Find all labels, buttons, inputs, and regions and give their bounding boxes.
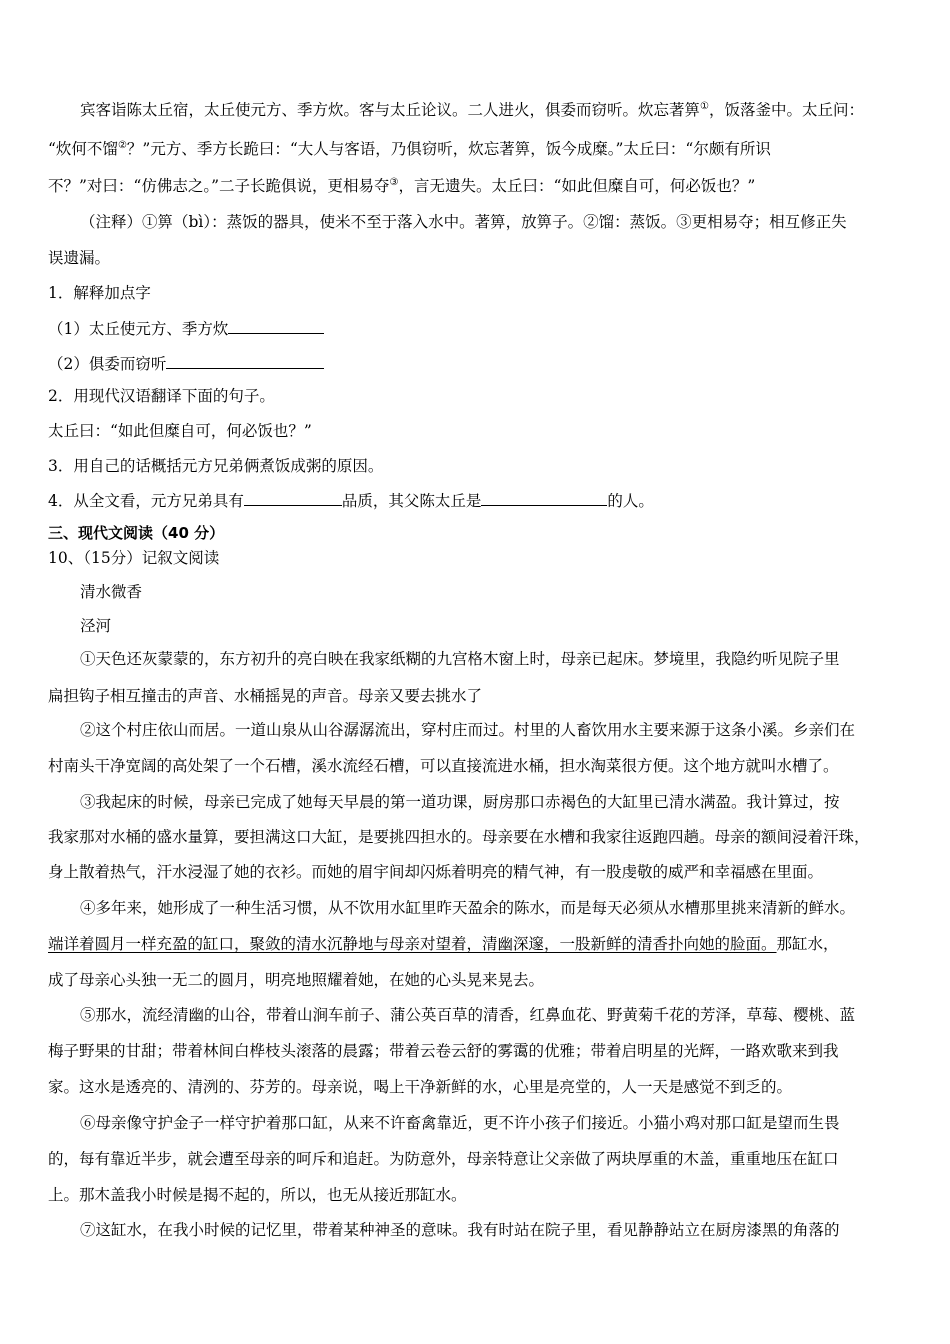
paragraph-5-line-1: ⑤那水，流经清幽的山谷，带着山涧车前子、蒲公英百草的清香，红鼻血花、野黄菊千花的芳泽，草莓、樱桃、蓝 (80, 1006, 856, 1024)
paragraph-3-line-2: 我家那对水桶的盛水量算，要担满这口大缸，是要挑四担水的。母亲要在水槽和我家往返跑四趟。母亲的额间浸着汗珠， (48, 828, 870, 846)
answer-blank[interactable] (166, 352, 324, 369)
footnote-marker-3: ③ (389, 176, 399, 188)
answer-blank[interactable] (228, 317, 324, 334)
paragraph-1-line-1: ①天色还灰蒙蒙的，东方初升的亮白映在我家纸糊的九宫格木窗上时，母亲已起床。梦境里，我隐约听见院子里 (80, 650, 840, 668)
answer-blank[interactable] (244, 489, 342, 506)
paragraph-6-line-3: 上。那木盖我小时候是揭不起的，所以，也无从接近那缸水。 (48, 1186, 467, 1204)
answer-blank[interactable] (481, 489, 607, 506)
paragraph-4-line-1: ④多年来，她形成了一种生活习惯，从不饮用水缸里昨天盈余的陈水，而是每天必须从水槽那里挑来清新的鲜水。 (80, 899, 856, 917)
paragraph-1-line-2: 扁担钩子相互撞击的声音、水桶摇晃的声音。母亲又要去挑水了 (48, 687, 483, 705)
underlined-sentence: 端详着圆月一样充盈的缸口，聚敛的清水沉静地与母亲对望着，清幽深邃，一股新鲜的清香扑向她的脸面。 (48, 935, 777, 953)
passage-line-2: “炊何不馏②？”元方、季方长跪曰：“大人与客语，乃俱窃听，炊忘著箅，饭今成糜。”太丘曰：“尔颇有所识 (48, 139, 771, 158)
question-1-1: （1）太丘使元方、季方炊 (48, 317, 324, 339)
question-1: 1．解释加点字 (48, 284, 151, 302)
passage-line-1: 宾客诣陈太丘宿，太丘使元方、季方炊。客与太丘论议。二人进火，俱委而窃听。炊忘著箅①，饭落釜中。太丘问： (80, 100, 864, 119)
paragraph-6-line-2: 的，每有靠近半步，就会遭至母亲的呵斥和追赶。为防意外，母亲特意让父亲做了两块厚重的木盖，重重地压在缸口 (48, 1150, 839, 1168)
question-1-2: （2）俱委而窃听 (48, 352, 324, 374)
footnote-marker-2: ② (117, 139, 127, 151)
notes-line-1: （注释）①箅（bì）：蒸饭的器具，使米不至于落入水中。著箅，放箅子。②馏：蒸饭。③更相易夺；相互修正失 (80, 213, 847, 231)
paragraph-3-line-3: 身上散着热气，汗水浸湿了她的衣衫。而她的眉宇间却闪烁着明亮的精气神，有一股虔敬的威严和幸福感在里面。 (48, 863, 824, 881)
footnote-marker-1: ① (700, 100, 709, 112)
paragraph-5-line-3: 家。这水是透亮的、清洌的、芬芳的。母亲说，喝上干净新鲜的水，心里是亮堂的，人一天是感觉不到乏的。 (48, 1078, 793, 1096)
question-2: 2．用现代汉语翻译下面的句子。 (48, 387, 275, 405)
paragraph-6-line-1: ⑥母亲像守护金子一样守护着那口缸，从来不许畜禽靠近，更不许小孩子们接近。小猫小鸡对那口缸是望而生畏 (80, 1114, 840, 1132)
essay-title: 清水微香 (80, 583, 143, 601)
paragraph-2-line-1: ②这个村庄依山而居。一道山泉从山谷潺潺流出，穿村庄而过。村里的人畜饮用水主要来源于这条小溪。乡亲们在 (80, 721, 856, 739)
paragraph-5-line-2: 梅子野果的甘甜；带着林间白桦枝头滚落的晨露；带着云卷云舒的雾霭的优雅；带着启明星的光辉，一路欢歌来到我 (48, 1042, 839, 1060)
passage-line-3: 不？”对曰：“仿佛志之。”二子长跪俱说，更相易夺③，言无遗失。太丘曰：“如此但糜自可，何必饭也？” (48, 176, 756, 195)
paragraph-4-line-2: 端详着圆月一样充盈的缸口，聚敛的清水沉静地与母亲对望着，清幽深邃，一股新鲜的清香扑向她的脸面。那缸水， (48, 935, 839, 953)
section-heading: 三、现代文阅读（40 分） (48, 524, 225, 542)
paragraph-3-line-1: ③我起床的时候，母亲已完成了她每天早晨的第一道功课，厨房那口赤褐色的大缸里已清水满盈。我计算过，按 (80, 793, 840, 811)
paragraph-4-line-3: 成了母亲心头独一无二的圆月，明亮地照耀着她，在她的心头晃来晃去。 (48, 971, 545, 989)
paragraph-7-line-1: ⑦这缸水，在我小时候的记忆里，带着某种神圣的意味。我有时站在院子里，看见静静站立在厨房漆黑的角落的 (80, 1221, 840, 1239)
question-2-sentence: 太丘曰：“如此但糜自可，何必饭也？” (48, 422, 312, 440)
essay-author: 泾河 (80, 617, 112, 635)
question-3: 3．用自己的话概括元方兄弟俩煮饭成粥的原因。 (48, 457, 384, 475)
question-4: 4．从全文看，元方兄弟具有 品质，其父陈太丘是 的人。 (48, 489, 654, 511)
question-10: 10、（15分）记叙文阅读 (48, 549, 220, 567)
paragraph-2-line-2: 村南头干净宽阔的高处架了一个石槽，溪水流经石槽，可以直接流进水桶，担水淘菜很方便。这个地方就叫水槽了。 (48, 757, 839, 775)
notes-line-2: 误遗漏。 (48, 249, 111, 267)
